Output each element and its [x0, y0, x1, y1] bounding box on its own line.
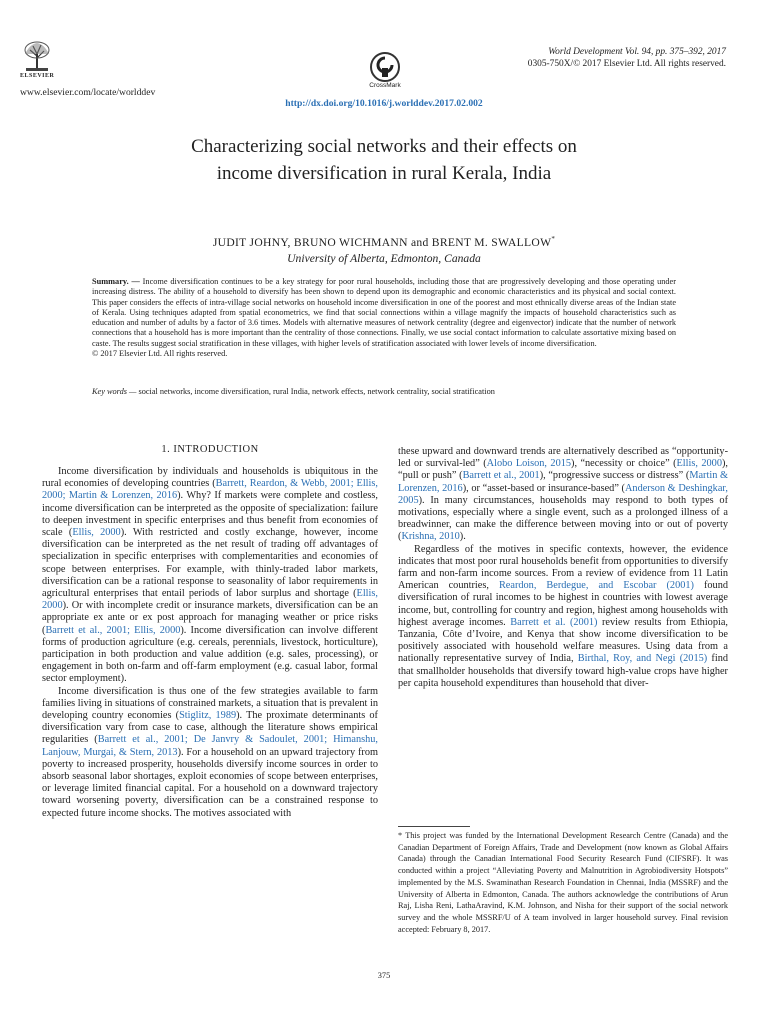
authors-text: JUDIT JOHNY, BRUNO WICHMANN and BRENT M. SWALLOW: [212, 235, 552, 249]
section-heading: 1. INTRODUCTION: [161, 444, 259, 455]
footnote: * This project was funded by the International Development Research Centre (Canada) and the Canadian Department of Foreign Affairs, Trade and Development (now known as Global Affairs Canada) through the Canadian International Food Security Research Fund (CIFSRF). It was conducted within a project “Alleviating Poverty and Malnutrition in Agrobiodiversity Hotspots” implemented by the M.S. Swaminathan Research Foundation in Chennai, India (MSSRF) and the University of Alberta in Edmonton, Canada. The authors acknowledge the contributions of Arun Raj, Lisha Reni, LathaAravind, K.M. Johnson, and Nisha for their support of the social network survey and the whole MSSRF/U of A team involved in larger household survey. Final revision accepted: February 8, 2017.: [398, 831, 728, 934]
citation-link[interactable]: Ellis, 2000: [42, 588, 378, 612]
publisher-wordmark: ELSEVIER: [20, 73, 55, 79]
paragraph: these upward and downward trends are alternatively described as “opportunity-led or survival-led” (Alobo Loison, 2015), “necessity or choice” (Ellis, 2000), “pull or push” (Barrett et al., 2001), “progressive success or distress” (Martin & Lorenzen, 2016), or “asset-based or insurance-based” (Anderson & Deshingkar, 2005). In many circumstances, households may respond to both types of motivations, especially where a single event, such as a prolonged illness of a breadwinner, can make the difference between moving into or out of poverty (Krishna, 2010).: [398, 446, 729, 543]
citation-link[interactable]: Barrett et al. (2001): [510, 616, 598, 628]
citation-link[interactable]: Barrett et al., 2001: [462, 470, 540, 482]
crossmark-icon[interactable]: [370, 52, 400, 82]
keywords-text: social networks, income diversification, rural India, network effects, network centrality, social stratification: [138, 387, 495, 396]
affiliation: University of Alberta, Edmonton, Canada: [287, 252, 481, 265]
citation-link[interactable]: Barrett, Reardon, & Webb, 2001; Ellis, 2000; Martin & Lorenzen, 2016: [42, 478, 378, 502]
copyright-notice: © 2017 Elsevier Ltd. All rights reserved.: [92, 349, 228, 359]
citation-link[interactable]: Stiglitz, 1989: [179, 710, 237, 722]
paragraph: Income diversification is thus one of the few strategies available to farm families living in situations of constrained markets, a situation that is prevalent in developing country economies (Stiglitz, 1989). The proximate determinants of diversification vary from case to case, although the literature shows empirical regularities (Barrett et al., 2001; De Janvry & Sadoulet, 2001; Himanshu, Lanjouw, Murgai, & Stern, 2013). For a household on an upward trajectory from poverty to increased prosperity, households diversify income sources in order to absorb seasonal labor shortages, exploit economies of scope between enterprises, or leverage limited financial capital. For a household on a downward trajectory toward worsening poverty, diversification can be a constrained response to expected future income shocks. The motives associated with: [42, 685, 379, 819]
paragraph: Income diversification by individuals and households is ubiquitous in the rural economies of developing countries (Barrett, Reardon, & Webb, 2001; Ellis, 2000; Martin & Lorenzen, 2016). Why? If markets were complete and costless, income diversification can be interpreted as the opposite of specialization: failure to deepen investment in specific enterprises and thus benefit from economies of scale (Ellis, 2000). With restricted and costly exchange, however, income diversification can be interpreted as the net result of trading off advantages of specialization in specific enterprises with complementarities and economies of scope between enterprises. For example, with thinly-traded labor markets, diversification can be a rational response to seasonality of labor requirements in agricultural enterprises that entail periods of labor surplus and shortage (Ellis, 2000). Or with incomplete credit or insurance markets, diversification can be an appropriate ex ante or ex post approach for managing weather or price risks (Barrett et al., 2001; Ellis, 2000). Income diversification can involve different forms of production agriculture (e.g. cereals, perennials, livestock, horticulture), participation in both production and value addition (e.g. sales, processing), or engagement in both on-farm and off-farm employment (e.g. casual labor, formal sector employment).: [42, 466, 378, 685]
citation-link[interactable]: Martin & Lorenzen, 2016: [398, 470, 729, 494]
author-list: [40, 235, 728, 249]
citation-link[interactable]: Barrett et al., 2001; Ellis, 2000: [45, 624, 181, 636]
crossmark-label: CrossMark: [369, 82, 401, 89]
article-title: [40, 133, 728, 187]
citation-link[interactable]: Barrett et al., 2001; De Janvry & Sadoulet, 2001; Himanshu, Lanjouw, Murgai, & Stern, 2013: [42, 734, 379, 758]
paragraph: Regardless of the motives in specific contexts, however, the evidence indicates that most poor rural households benefit from opportunities to diversify farm and non-farm income sources. From a review of evidence from 11 Latin American countries, Reardon, Berdegue, and Escobar (2001) found diversification of rural incomes to be highest in countries with lowest average income, but, controlling for country and region, highest among households with highest average incomes. Barrett et al. (2001) review results from Ethiopia, Tanzania, Côte d’Ivoire, and Kenya that show income diversification to be positively associated with household welfare measures. Using data from a nationally representative survey of India, Birthal, Roy, and Negi (2015) find that smallholder households that diversify toward high-value crops have higher per capita household expenditures than household that diver-: [398, 543, 729, 689]
summary-label: Summary. —: [92, 277, 140, 286]
left-column: [42, 466, 378, 820]
journal-info: [528, 46, 726, 70]
citation-link[interactable]: Anderson & Deshingkar, 2005: [398, 482, 728, 506]
citation-link[interactable]: Ellis, 2000: [676, 458, 722, 470]
citation-link[interactable]: Birthal, Roy, and Negi (2015): [577, 653, 708, 665]
page-number: 375: [377, 971, 391, 980]
citation-link[interactable]: Ellis, 2000: [72, 527, 121, 539]
elsevier-tree-logo: [22, 40, 52, 72]
citation-link[interactable]: Krishna, 2010: [401, 531, 460, 543]
doi-link[interactable]: http://dx.doi.org/10.1016/j.worlddev.2017.02.002: [285, 98, 483, 109]
keywords: [92, 387, 676, 396]
abstract: [92, 277, 676, 359]
citation-link[interactable]: Reardon, Berdegue, and Escobar (2001): [498, 580, 694, 592]
journal-citation: World Development Vol. 94, pp. 375–392, 2017: [548, 47, 726, 57]
summary-text: Income diversification continues to be a key strategy for poor rural households, including those that are progressively developing and those operating under increasing distress. The ability of a household to diversify has been shown to depend upon its demographic and economic characteristics and its physical and social context. This paper considers the effects of intra-village social networks on household income diversification in one of the poorest and most ethnically diverse areas of the Indian state of Kerala. Using techniques adapted from spatial econometrics, we find that social connections within a village magnify the impacts of household characteristics such as education and number of adults by a factor of 3.6 times. Models with alternative measures of network centrality (degree and eigenvector) indicate that the number of network connections that a household has is more important than the centrality of those connections. Finally, we use social contact information to calculate assortative mixing based on caste. The results suggest social stratification in these villages, with higher levels of stratification associated with lower levels of income diversification.: [92, 277, 676, 348]
citation-link[interactable]: Alobo Loison, 2015: [486, 458, 572, 470]
keywords-label: Key words —: [92, 387, 137, 396]
title-line-2: income diversification in rural Kerala, India: [216, 163, 552, 184]
right-column: [398, 446, 728, 690]
author-footnote-mark: *: [551, 235, 556, 243]
title-line-1: Characterizing social networks and their effects on: [191, 136, 577, 157]
journal-site-link[interactable]: www.elsevier.com/locate/worlddev: [20, 87, 156, 98]
journal-copyright: 0305-750X/© 2017 Elsevier Ltd. All rights reserved.: [527, 59, 726, 69]
footnote-divider: [398, 826, 470, 827]
